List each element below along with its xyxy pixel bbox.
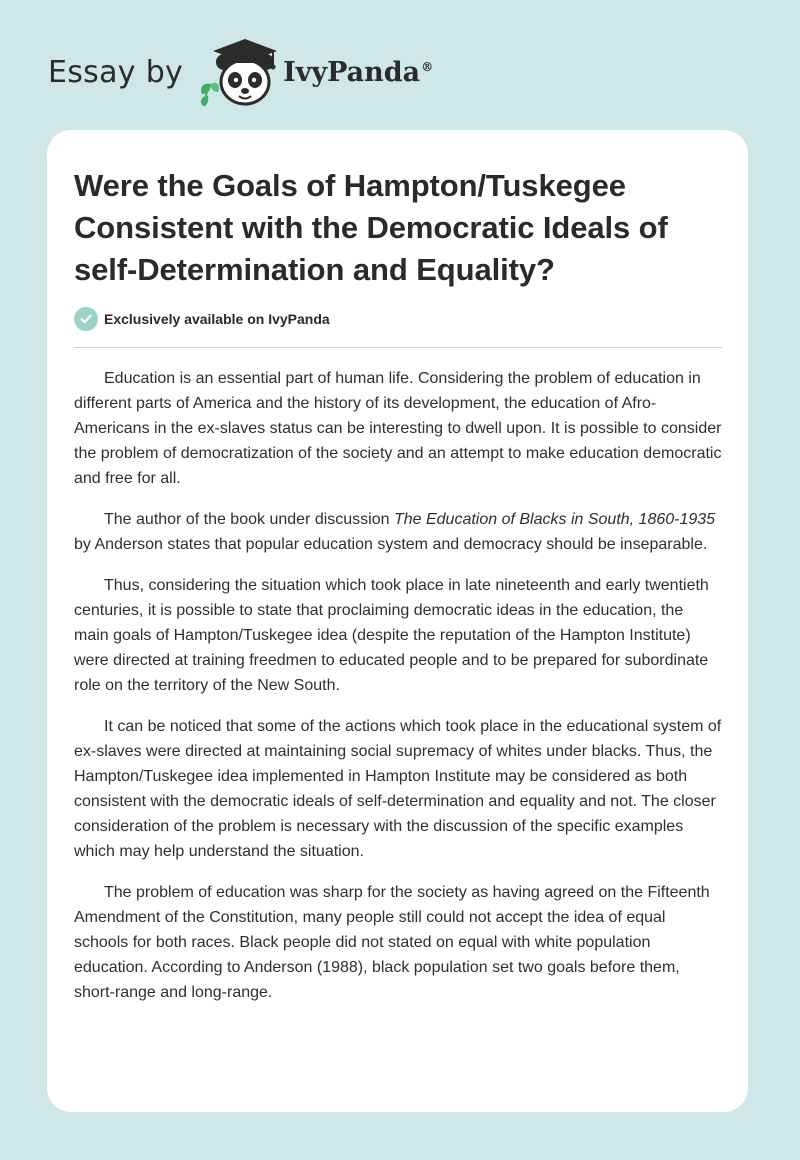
brand-prefix: Essay by [48, 54, 184, 90]
essay-title: Were the Goals of Hampton/Tuskegee Consistent with the Democratic Ideals of self-Determination and Equality? [74, 168, 668, 287]
badge-text: Exclusively available on IvyPanda [104, 311, 330, 327]
paragraph: The problem of education was sharp for the society as having agreed on the Fifteenth Amendment of the Constitution, many people still could not accept the idea of equal schools for both races. Black people did not stated on equal with white population education. According to Anderson (1988), black population set two goals before them, short-range and long-range. [74, 884, 710, 1001]
paragraph-text: by Anderson states that popular education system and democracy should be inseparable. [74, 536, 708, 553]
brand-name-text: IvyPanda [283, 56, 421, 88]
exclusive-badge [74, 307, 722, 348]
panda-graduation-cap-icon [191, 36, 291, 108]
check-icon [74, 307, 98, 331]
registered-mark: ® [421, 59, 434, 74]
site-brand[interactable] [48, 36, 433, 108]
brand-name [283, 57, 433, 88]
paragraph: Thus, considering the situation which took place in late nineteenth and early twentieth centuries, it is possible to state that proclaiming democratic ideas in the education, the main goals of Hampton/Tuskegee idea (despite the reputation of the Hampton Institute) were directed at training freedmen to educated people and to be prepared for subordinate role on the territory of the New South. [74, 577, 709, 694]
paragraph: It can be noticed that some of the actions which took place in the educational system of ex-slaves were directed at maintaining social supremacy of whites under blacks. Thus, the Hampton/Tuskegee idea implemented in Hampton Institute may be considered as both consistent with the democratic ideals of self-determination and equality and not. The closer consideration of the problem is necessary with the discussion of the specific examples which may help understand the situation. [74, 718, 722, 860]
essay-card [47, 130, 748, 1112]
book-title: The Education of Blacks in South, 1860-1935 [393, 511, 716, 528]
paragraph: Education is an essential part of human life. Considering the problem of education in different parts of America and the history of its development, the education of Afro-Americans in the ex-slaves status can be interesting to dwell upon. It is possible to consider the problem of democratization of the society and an attempt to make education democratic and free for all. [74, 370, 722, 487]
leaf-icon [201, 83, 219, 106]
paragraph-text: The author of the book under discussion [104, 511, 394, 528]
paragraph [74, 507, 722, 557]
essay-body [74, 366, 722, 1005]
